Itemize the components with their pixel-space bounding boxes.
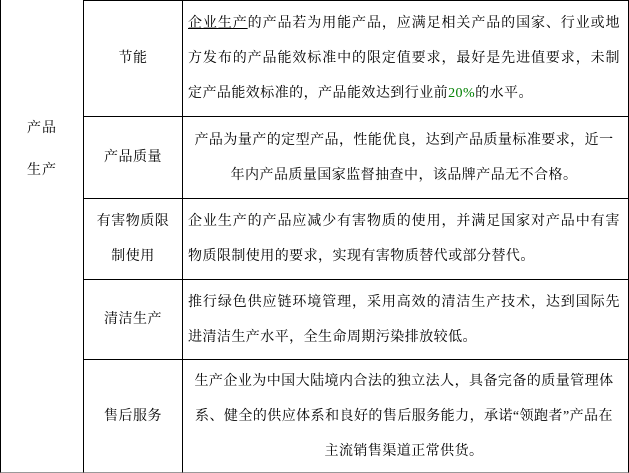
- row-desc-product-quality: [183, 117, 629, 199]
- row-label-text: 有害物质限制使用: [96, 214, 170, 264]
- row-label-after-sales-service: [84, 360, 183, 473]
- row-desc-after-sales-service: [183, 360, 629, 473]
- row-desc-hazardous-substance-restriction: [183, 199, 629, 280]
- desc-body-segment: 的产品若为用能产品，应满足相关产品的国家、行业或地方发布的产品能效标准中的限定值要求，最好是先进值要求，未制定产品能效标准的，产品能效达到行业前: [188, 16, 620, 101]
- desc-tail-segment: 的水平。: [475, 86, 533, 101]
- desc-paragraph: 产品为量产的定型产品，性能优良，达到产品质量标准要求，近一年内产品质量国家监督抽查中，该品牌产品无不合格。: [194, 132, 614, 183]
- row-label-text: 售后服务: [104, 408, 162, 424]
- group-label: [1, 108, 83, 192]
- row-label-text: 产品质量: [104, 150, 162, 165]
- group-label-line-2: 生产: [27, 163, 57, 178]
- desc-paragraph: [188, 6, 620, 111]
- row-label-clean-production: [84, 280, 183, 360]
- desc-highlight-percentage: 20%: [448, 86, 476, 101]
- row-desc-clean-production: [183, 280, 629, 360]
- desc-paragraph: 推行绿色供应链环境管理，采用高效的清洁生产技术，达到国际先进清洁生产水平，全生命周期污染排放较低。: [188, 294, 620, 345]
- desc-paragraph: 企业生产的产品应减少有害物质的使用，并满足国家对产品中有害物质限制使用的要求，实现有害物质替代或部分替代。: [188, 214, 620, 264]
- desc-underlined-segment: 企业生产: [188, 16, 248, 31]
- row-label-product-quality: [84, 117, 183, 199]
- group-cell-product-production: [0, 0, 84, 473]
- row-label-text: 节能: [118, 51, 148, 66]
- row-label-energy-saving: [84, 0, 183, 117]
- row-desc-energy-saving: [183, 0, 629, 117]
- desc-paragraph: 生产企业为中国大陆境内合法的独立法人，具备完备的质量管理体系、健全的供应体系和良好的售后服务能力，承诺“领跑者”产品在主流销售渠道正常供货。: [194, 373, 614, 459]
- row-label-text: 清洁生产: [104, 312, 162, 327]
- row-label-hazardous-substance-restriction: [84, 199, 183, 280]
- group-label-line-1: 产品: [27, 121, 57, 136]
